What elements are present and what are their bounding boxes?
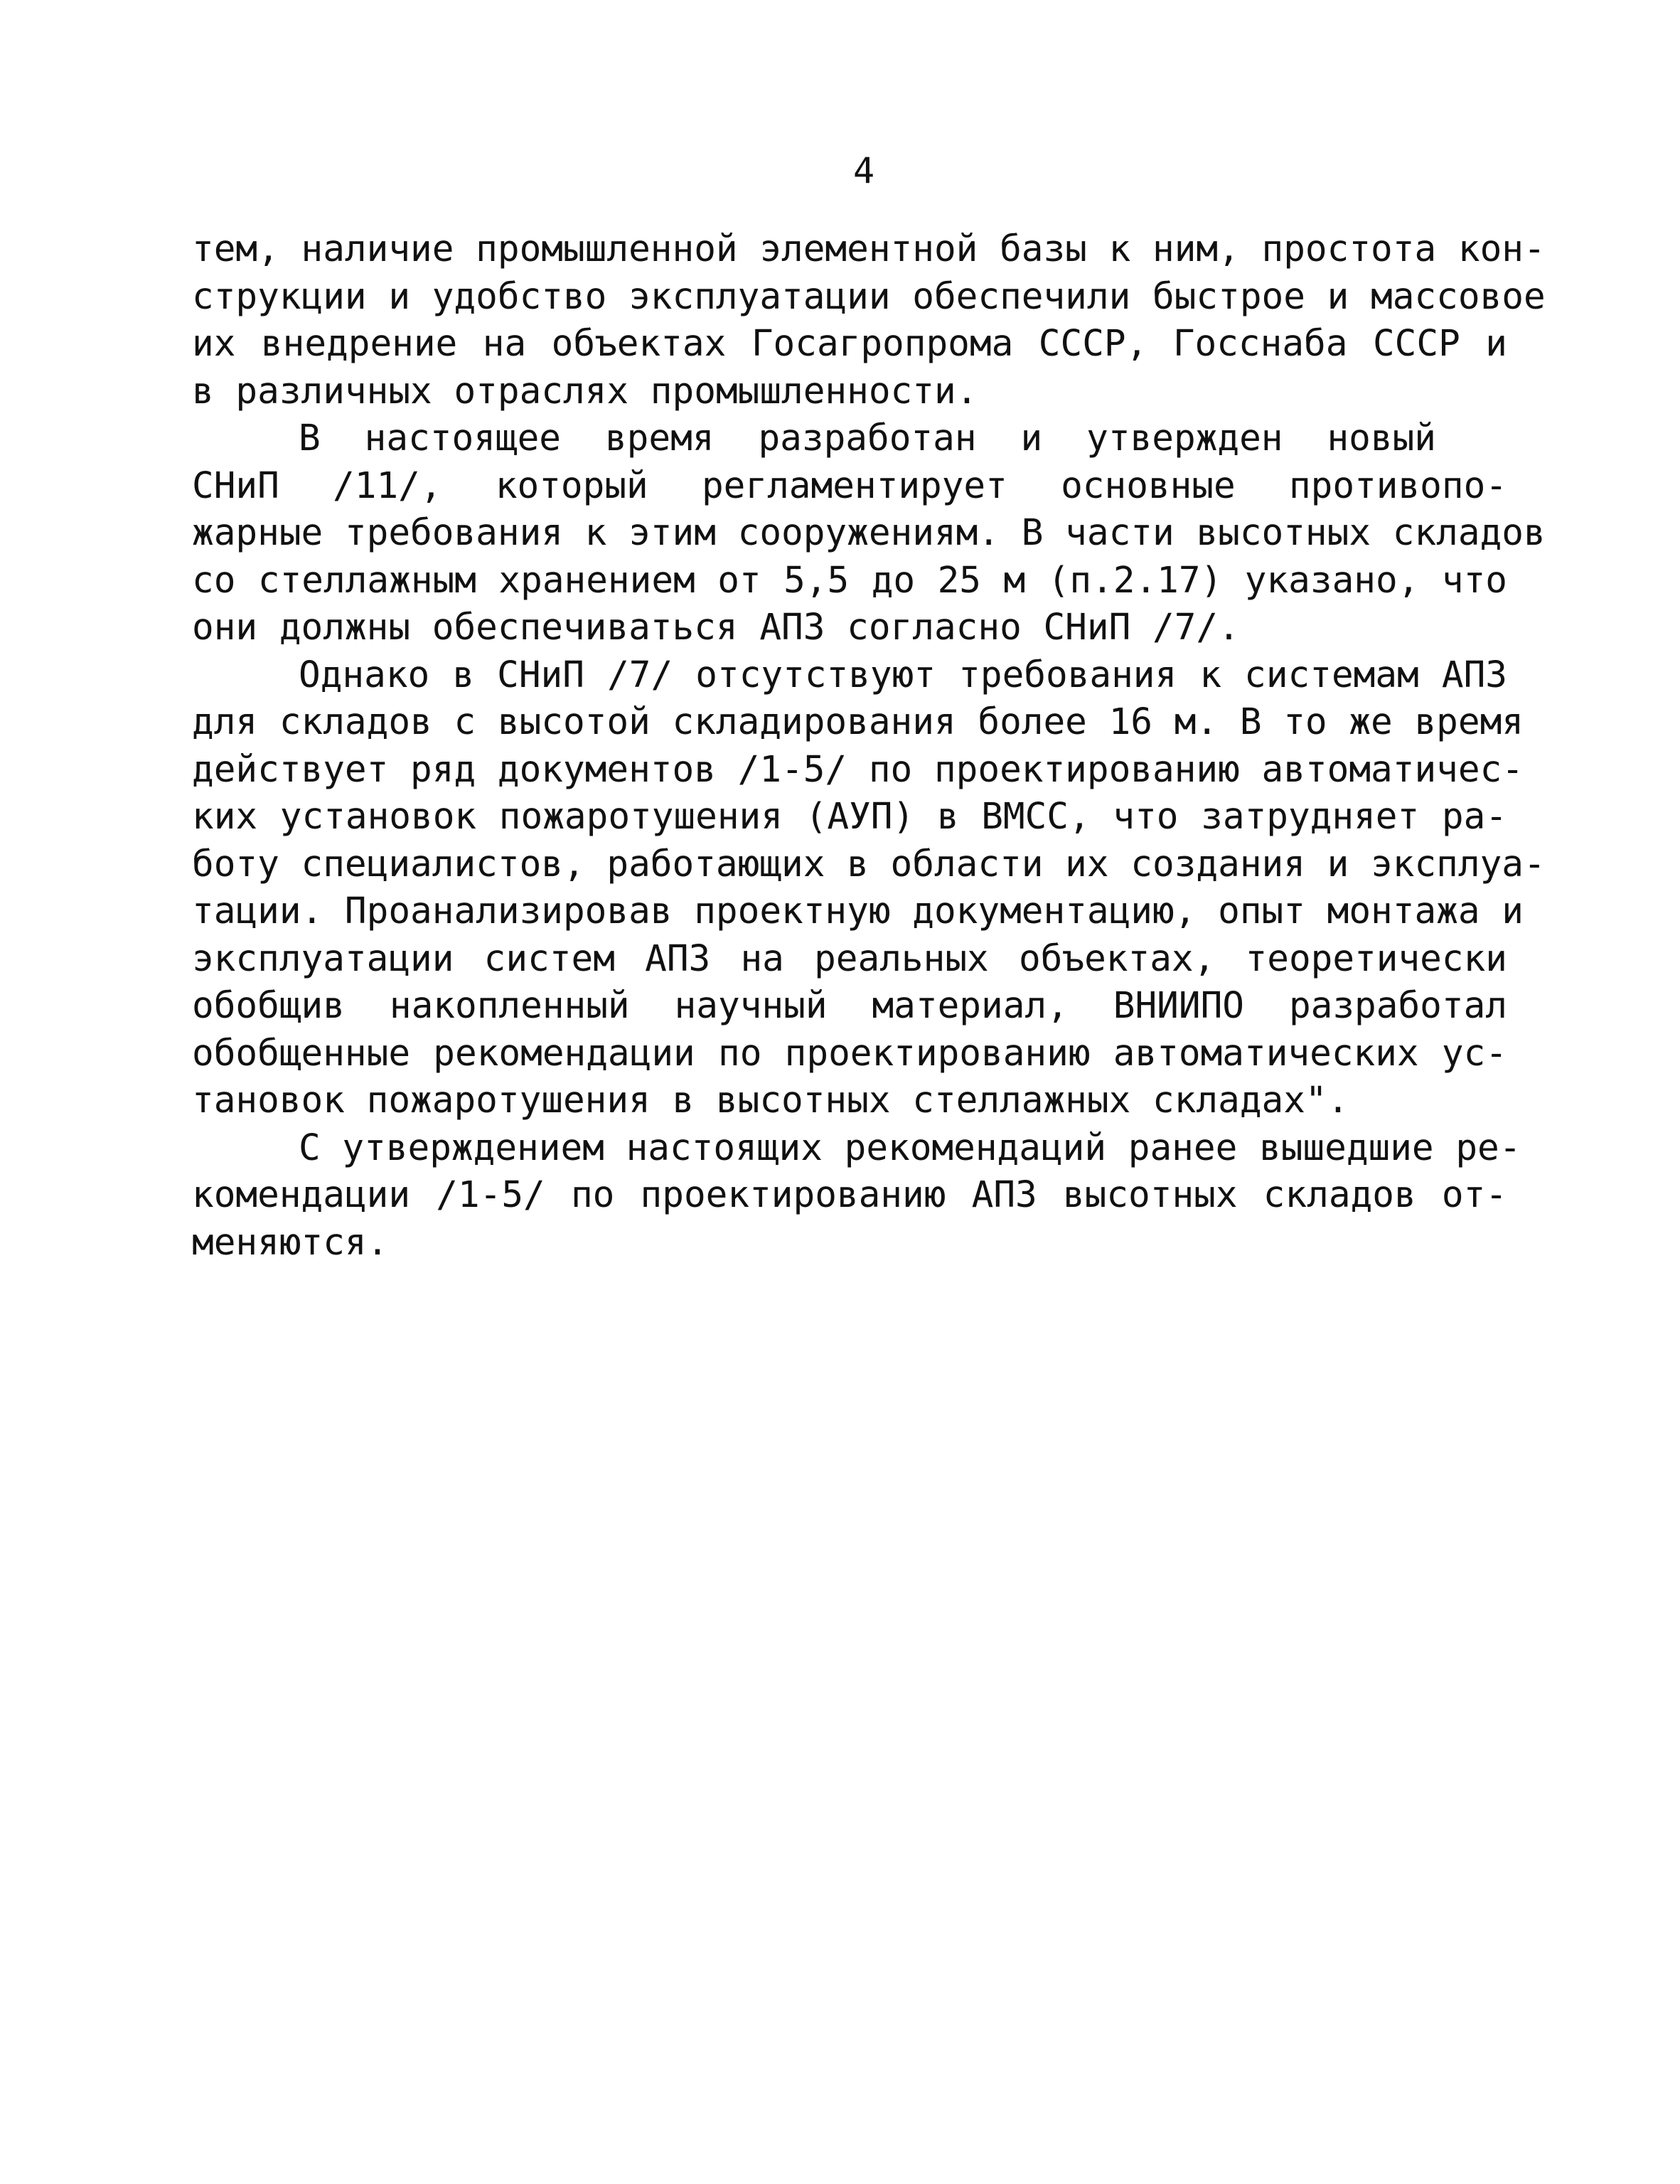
text-line: меняются.	[192, 1221, 389, 1264]
text-line: боту специалистов, работающих в области их создания и эксплуа-	[192, 843, 1546, 885]
text-line: со стеллажным хранением от 5,5 до 25 м (п.2.17) указано, что	[192, 559, 1507, 602]
text-line: комендации /1-5/ по проектированию АПЗ высотных складов от-	[192, 1174, 1507, 1216]
text-line: тановок пожаротушения в высотных стеллажных складах".	[192, 1080, 1349, 1122]
text-line: ких установок пожаротушения (АУП) в ВМСС, что затрудняет ра-	[192, 796, 1507, 838]
page-number: 4	[853, 150, 875, 191]
text-line: тем, наличие промышленной элементной базы к ним, простота кон-	[192, 228, 1546, 270]
text-line: СНиП /11/, который регламентирует основные противопо-	[192, 464, 1507, 507]
paragraph-2	[192, 415, 1546, 652]
text-line: С утверждением настоящих рекомендаций ранее вышедшие ре-	[299, 1126, 1521, 1169]
text-line: их внедрение на объектах Госагропрома СССР, Госснаба СССР и	[192, 323, 1507, 365]
text-line: эксплуатации систем АПЗ на реальных объектах, теоретически	[192, 937, 1507, 980]
text-line: для складов с высотой складирования более 16 м. В то же время	[192, 701, 1524, 743]
body-text	[192, 226, 1546, 1267]
text-line: действует ряд документов /1-5/ по проектированию автоматичес-	[192, 748, 1524, 791]
text-line: В настоящее время разработан и утвержден новый	[299, 417, 1436, 459]
text-line: они должны обеспечиваться АПЗ согласно СНиП /7/.	[192, 607, 1240, 649]
text-line: тации. Проанализировав проектную документацию, опыт монтажа и	[192, 890, 1524, 932]
text-line: жарные требования к этим сооружениям. В части высотных складов	[192, 512, 1546, 554]
text-line: Однако в СНиП /7/ отсутствуют требования к системам АПЗ	[299, 654, 1507, 696]
paragraph-1	[192, 226, 1546, 415]
text-line: в различных отраслях промышленности.	[192, 370, 978, 412]
text-line: струкции и удобство эксплуатации обеспечили быстрое и массовое	[192, 275, 1546, 318]
paragraph-4	[192, 1125, 1521, 1267]
text-line: обобщенные рекомендации по проектированию автоматических ус-	[192, 1032, 1507, 1075]
text-line: обобщив накопленный научный материал, ВНИИПО разработал	[192, 985, 1507, 1027]
paragraph-3	[192, 652, 1546, 1125]
